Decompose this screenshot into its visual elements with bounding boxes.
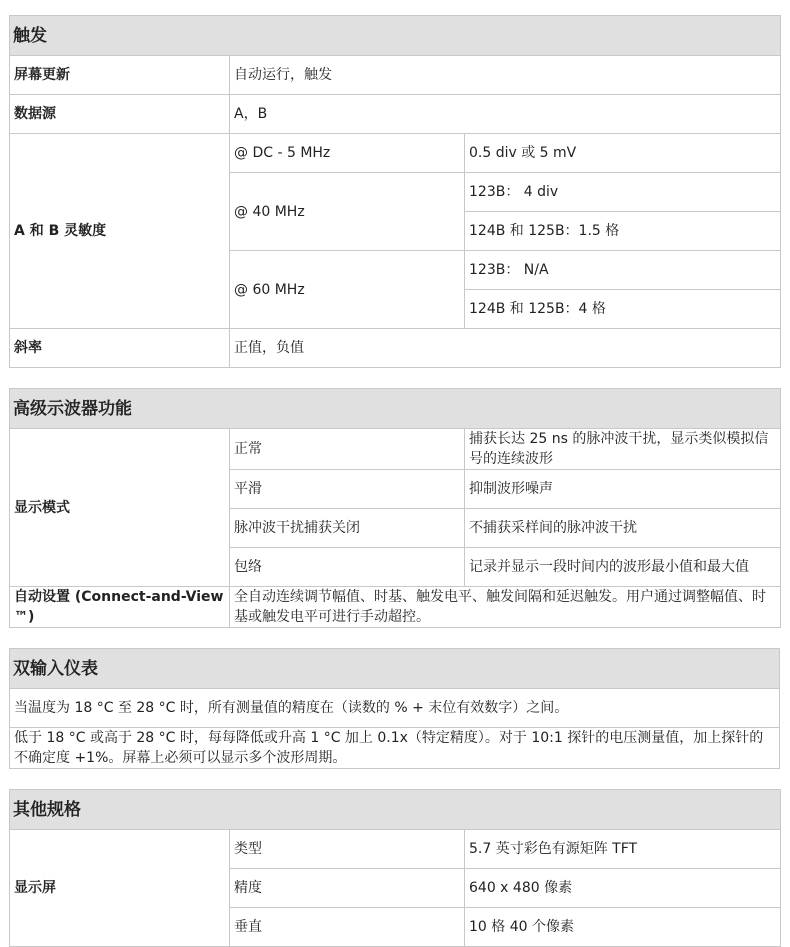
trigger-table bbox=[9, 15, 781, 368]
dual-meter-temperature-note: 低于 18 °C 或高于 28 °C 时，每每降低或升高 1 °C 加上 0.1x（特定精度）。对于 10:1 探针的电压测量值，加上探针的不确定度 +1%。屏幕上必须可以显示多个波形周期。 bbox=[10, 728, 780, 769]
mhz40-value-124b: 124B 和 125B：1.5 格 bbox=[465, 212, 781, 251]
envelope-value: 记录并显示一段时间内的波形最小值和最大值 bbox=[465, 548, 781, 587]
section-title-other: 其他规格 bbox=[10, 790, 781, 830]
slope-value: 正值，负值 bbox=[230, 329, 781, 368]
type-value: 5.7 英寸彩色有源矩阵 TFT bbox=[465, 830, 781, 869]
source-label: 数据源 bbox=[10, 95, 230, 134]
dual-meter-accuracy-line: 当温度为 18 °C 至 28 °C 时，所有测量值的精度在（读数的 % + 末位有效数字）之间。 bbox=[10, 689, 780, 728]
section-title-trigger: 触发 bbox=[10, 16, 781, 56]
screen-update-label: 屏幕更新 bbox=[10, 56, 230, 95]
source-value: A，B bbox=[230, 95, 781, 134]
auto-setup-value: 全自动连续调节幅值、时基、触发电平、触发间隔和延迟触发。用户通过调整幅值、时基或触发电平可进行手动超控。 bbox=[230, 587, 781, 628]
glitch-off-value: 不捕获采样间的脉冲波干扰 bbox=[465, 509, 781, 548]
smooth-value: 抑制波形噪声 bbox=[465, 470, 781, 509]
display-label: 显示屏 bbox=[10, 830, 230, 947]
sensitivity-label: A 和 B 灵敏度 bbox=[10, 134, 230, 329]
resolution-value: 640 x 480 像素 bbox=[465, 869, 781, 908]
auto-setup-label: 自动设置 (Connect-and-View ™) bbox=[10, 587, 230, 628]
dc-label: @ DC - 5 MHz bbox=[230, 134, 465, 173]
mhz40-value-123b: 123B： 4 div bbox=[465, 173, 781, 212]
type-label: 类型 bbox=[230, 830, 465, 869]
other-specs-table bbox=[9, 789, 781, 947]
glitch-off-label: 脉冲波干扰捕获关闭 bbox=[230, 509, 465, 548]
mhz60-label: @ 60 MHz bbox=[230, 251, 465, 329]
resolution-label: 精度 bbox=[230, 869, 465, 908]
dual-meter-table bbox=[9, 648, 780, 769]
spec-page bbox=[9, 15, 780, 947]
advanced-table bbox=[9, 388, 781, 628]
section-title-dual-meter: 双输入仪表 bbox=[10, 649, 780, 689]
mhz40-label: @ 40 MHz bbox=[230, 173, 465, 251]
normal-value: 捕获长达 25 ns 的脉冲波干扰，显示类似模拟信号的连续波形 bbox=[465, 429, 781, 470]
mhz60-value-123b: 123B： N/A bbox=[465, 251, 781, 290]
slope-label: 斜率 bbox=[10, 329, 230, 368]
normal-label: 正常 bbox=[230, 429, 465, 470]
mhz60-value-124b: 124B 和 125B：4 格 bbox=[465, 290, 781, 329]
smooth-label: 平滑 bbox=[230, 470, 465, 509]
vertical-value: 10 格 40 个像素 bbox=[465, 908, 781, 947]
section-title-advanced: 高级示波器功能 bbox=[10, 389, 781, 429]
dc-value: 0.5 div 或 5 mV bbox=[465, 134, 781, 173]
vertical-label: 垂直 bbox=[230, 908, 465, 947]
screen-update-value: 自动运行，触发 bbox=[230, 56, 781, 95]
envelope-label: 包络 bbox=[230, 548, 465, 587]
display-mode-label: 显示模式 bbox=[10, 429, 230, 587]
